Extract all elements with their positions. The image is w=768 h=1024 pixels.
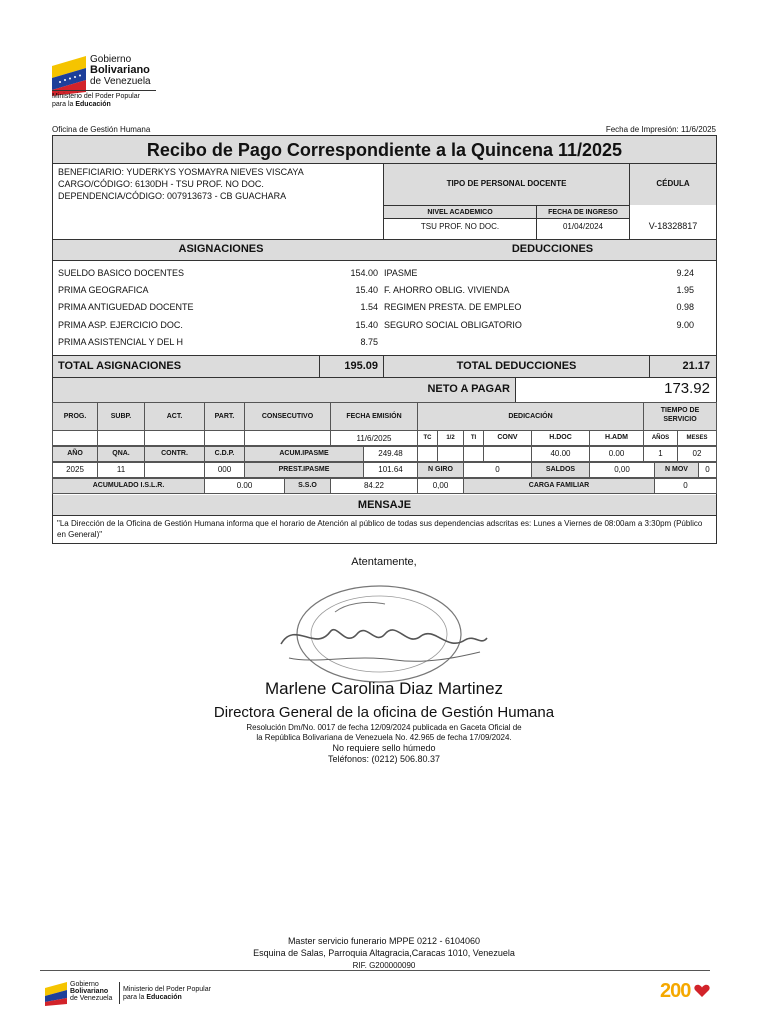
- h-tc: TC: [417, 430, 438, 446]
- footer-ministry-line1: Ministerio del Poder Popular: [123, 986, 211, 993]
- contr-val: [144, 462, 205, 478]
- cell-conv: [483, 446, 532, 462]
- cdp-val: 000: [204, 462, 245, 478]
- office-label: Oficina de Gestión Humana: [52, 125, 151, 134]
- islr-label: ACUMULADO I.S.L.R.: [52, 478, 205, 494]
- cedula-value: V-18328817: [648, 221, 698, 231]
- h-ti: TI: [463, 430, 484, 446]
- h-hadm: H.ADM: [589, 430, 644, 446]
- h-contr: CONTR.: [144, 446, 205, 462]
- h-meses: MESES: [677, 430, 717, 446]
- asignaciones-header: ASIGNACIONES: [178, 243, 264, 255]
- h-half: 1/2: [437, 430, 464, 446]
- ded-label-2: REGIMEN PRESTA. DE EMPLEO: [384, 302, 522, 312]
- resolution-line2: la República Bolivariana de Venezuela No. 42.965 de fecha 17/09/2024.: [256, 733, 512, 742]
- resolution-line1: Resolución Dm/No. 0017 de fecha 12/09/2024 publicada en Gaceta Oficial de: [246, 723, 522, 732]
- asig-value-3: 15.40: [355, 320, 378, 330]
- saldos-label: SALDOS: [531, 462, 590, 478]
- h-qna: QNA.: [97, 446, 145, 462]
- asig-label-2: PRIMA ANTIGUEDAD DOCENTE: [58, 302, 194, 312]
- ministry-line2: para la Educación: [52, 101, 111, 108]
- carga-val: 0: [654, 478, 717, 494]
- no-seal-note: No requiere sello húmedo: [332, 743, 436, 753]
- asig-label-3: PRIMA ASP. EJERCICIO DOC.: [58, 320, 183, 330]
- footer-logo: [45, 978, 245, 1008]
- islr-val: 0.00: [204, 478, 285, 494]
- h-part: PART.: [204, 402, 245, 431]
- cell-subp: [97, 430, 145, 446]
- cell-consecutivo: [244, 430, 331, 446]
- cell-tc: [417, 446, 438, 462]
- neto-label: NETO A PAGAR: [427, 383, 510, 395]
- deducciones-header: DEDUCCIONES: [511, 243, 594, 255]
- total-ded-value: 21.17: [682, 360, 710, 372]
- nivel-value: TSU PROF. NO DOC.: [420, 222, 500, 231]
- anos-val: 1: [643, 446, 678, 462]
- footer-line1: Master servicio funerario MPPE 0212 - 6104060: [287, 936, 481, 946]
- nmov-label: N MOV: [654, 462, 699, 478]
- acum-ipasme-label: ACUM.IPASME: [244, 446, 364, 462]
- ministry-line1: Ministerio del Poder Popular: [52, 93, 140, 100]
- total-asig-value: 195.09: [344, 360, 378, 372]
- h-anos: AÑOS: [643, 430, 678, 446]
- prest-val: 101.64: [363, 462, 418, 478]
- h-subp: SUBP.: [97, 402, 145, 431]
- closing: Atentamente,: [351, 556, 417, 568]
- gov-line2: Bolivariano: [90, 64, 150, 76]
- h-dedicacion: DEDICACIÓN: [417, 402, 644, 431]
- cell-ti: [463, 446, 484, 462]
- hdoc-val: 40.00: [531, 446, 590, 462]
- heart-icon: [694, 984, 710, 998]
- cell-prog: [52, 430, 98, 446]
- dependencia: DEPENDENCIA/CÓDIGO: 007913673 - CB GUACHARA: [58, 191, 287, 201]
- h-consecutivo: CONSECUTIVO: [244, 402, 331, 431]
- h-tiempo: TIEMPO DE SERVICIO: [643, 402, 717, 431]
- asig-label-4: PRIMA ASISTENCIAL Y DEL H: [58, 337, 184, 347]
- carga-label: CARGA FAMILIAR: [463, 478, 655, 494]
- h-conv: CONV: [483, 430, 532, 446]
- footer-ministry-line2: para la Educación: [123, 994, 182, 1001]
- h-prog: PROG.: [52, 402, 98, 431]
- ano-val: 2025: [52, 462, 98, 478]
- fecha-ingreso-value: 01/04/2024: [562, 222, 604, 231]
- asig-value-2: 1.54: [360, 302, 378, 312]
- gov-line1: Gobierno: [90, 54, 132, 65]
- hadm-val: 0.00: [589, 446, 644, 462]
- ded-value-0: 9.24: [676, 268, 694, 278]
- mensaje-text: "La Dirección de la Oficina de Gestión Humana informa que el horario de Atención al público de todas sus dependencias adscritas es: Lunes a Viernes de 08:00am a 3:30pm (Público en General)": [57, 519, 703, 539]
- acum-ipasme: 249.48: [363, 446, 418, 462]
- cargo: CARGO/CÓDIGO: 6130DH - TSU PROF. NO DOC.: [58, 179, 264, 189]
- total-ded-label: TOTAL DEDUCCIONES: [456, 360, 577, 372]
- total-asig-label: TOTAL ASIGNACIONES: [58, 360, 182, 372]
- prest-label: PREST.IPASME: [244, 462, 364, 478]
- neto-value: 173.92: [664, 380, 710, 397]
- year-mark: [660, 980, 710, 1006]
- cell-half: [437, 446, 464, 462]
- h-cdp: C.D.P.: [204, 446, 245, 462]
- page-title: Recibo de Pago Correspondiente a la Quincena 11/2025: [146, 140, 623, 160]
- tipo-personal: TIPO DE PERSONAL DOCENTE: [446, 179, 567, 188]
- ded-value-3: 9.00: [676, 320, 694, 330]
- asig-value-4: 8.75: [360, 337, 378, 347]
- h-act: ACT.: [144, 402, 205, 431]
- ded-label-3: SEGURO SOCIAL OBLIGATORIO: [384, 320, 522, 330]
- signer-role: Directora General de la oficina de Gestión Humana: [213, 704, 555, 721]
- ded-value-2: 0.98: [676, 302, 694, 312]
- signer-name: Marlene Carolina Diaz Martinez: [264, 679, 504, 698]
- gov-line3: de Venezuela: [90, 76, 151, 87]
- qna-val: 11: [97, 462, 145, 478]
- flag-icon: [45, 982, 67, 1006]
- mensaje-header: MENSAJE: [357, 499, 412, 511]
- footer-gov-line2: Bolivariano: [70, 988, 109, 995]
- cedula-label: CÉDULA: [656, 179, 690, 188]
- asig-label-0: SUELDO BASICO DOCENTES: [58, 268, 185, 278]
- sso-val: 84.22: [330, 478, 418, 494]
- cell-act: [144, 430, 205, 446]
- beneficiary: BENEFICIARIO: YUDERKYS YOSMAYRA NIEVES VISCAYA: [58, 167, 304, 177]
- meses-val: 02: [677, 446, 717, 462]
- sso-label: S.S.O: [284, 478, 331, 494]
- footer-gov-line1: Gobierno: [70, 981, 99, 988]
- nivel-label: NIVEL ACADEMICO: [427, 209, 493, 216]
- seal-signature-icon: [275, 582, 495, 692]
- h-fecha-emision: FECHA EMISIÓN: [330, 402, 418, 431]
- footer-line3: RIF. G200000090: [352, 961, 416, 970]
- asig-label-1: PRIMA GEOGRAFICA: [58, 285, 149, 295]
- gov-logo: [52, 50, 162, 114]
- nmov-val: 0: [698, 462, 717, 478]
- print-date: Fecha de Impresión: 11/6/2025: [605, 125, 716, 134]
- footer-line2: Esquina de Salas, Parroquia Altagracia,Caracas 1010, Venezuela: [253, 948, 515, 958]
- ded-label-0: IPASME: [384, 268, 418, 278]
- ded-label-1: F. AHORRO OBLIG. VIVIENDA: [384, 285, 510, 295]
- ngiro-label: N GIRO: [417, 462, 464, 478]
- h-ano: AÑO: [52, 446, 98, 462]
- fecha-emision: 11/6/2025: [330, 430, 418, 446]
- asig-value-0: 154.00: [350, 268, 378, 278]
- saldos-val: 0,00: [589, 462, 655, 478]
- phone: Teléfonos: (0212) 506.80.37: [327, 754, 441, 764]
- fecha-ingreso-label: FECHA DE INGRESO: [548, 209, 618, 216]
- h-hdoc: H.DOC: [531, 430, 590, 446]
- cell-part: [204, 430, 245, 446]
- ded-value-1: 1.95: [676, 285, 694, 295]
- asig-value-1: 15.40: [355, 285, 378, 295]
- footer-gov-line3: de Venezuela: [70, 995, 113, 1002]
- sso-extra: 0,00: [417, 478, 464, 494]
- ngiro-val: 0: [463, 462, 532, 478]
- year-mark-text: 200: [660, 980, 691, 1002]
